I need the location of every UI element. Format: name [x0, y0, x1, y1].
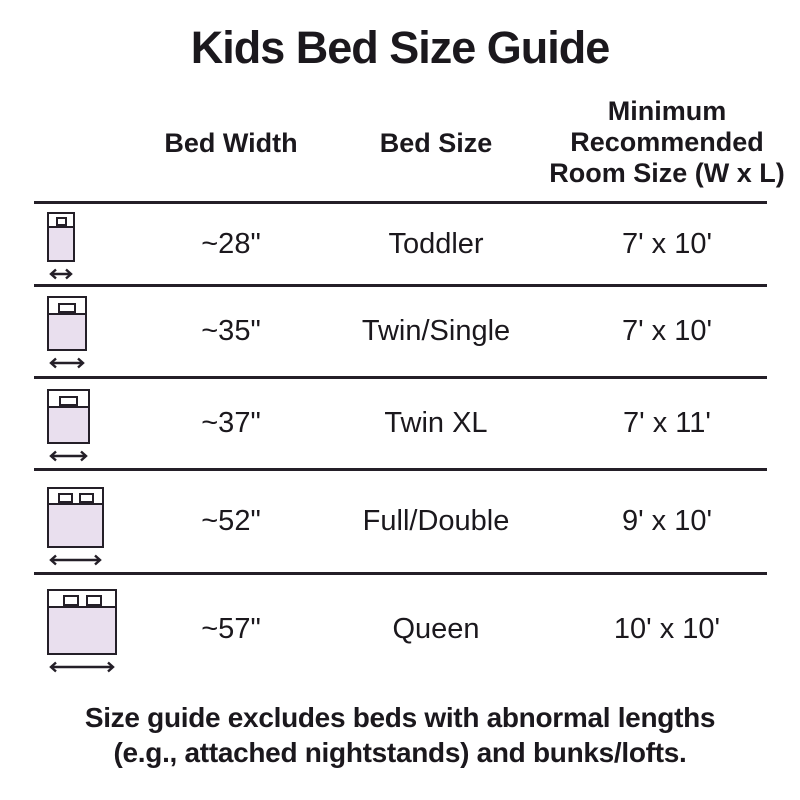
room-size-value: 10' x 10': [613, 612, 721, 645]
width-arrow-icon: [47, 356, 87, 370]
width-arrow-icon: [47, 449, 90, 463]
pillow-icon: [63, 595, 79, 606]
width-arrow-icon: [47, 660, 117, 674]
table-row: [0, 575, 800, 683]
bed-size-value: Full/Double: [362, 505, 510, 537]
table-row: [0, 379, 800, 468]
pillow-icon: [58, 493, 73, 503]
column-header-room-size-line3: Room Size (W x L): [549, 158, 785, 188]
bed-size-value: Queen: [392, 612, 480, 645]
bed-width-value: ~57": [201, 612, 261, 645]
pillow-icon: [59, 396, 78, 406]
column-header-room-size-line2: Recommended: [570, 127, 764, 157]
bed-size-value: Toddler: [388, 227, 484, 260]
pillow-icon: [58, 303, 76, 313]
bed-size-value: Twin XL: [384, 407, 488, 439]
room-size-value: 7' x 11': [623, 407, 711, 439]
twin-xl-bed-icon: [47, 389, 90, 463]
page-title: Kids Bed Size Guide: [190, 22, 610, 73]
width-arrow-icon: [47, 553, 104, 567]
bed-width-value: ~37": [201, 407, 261, 439]
twin-bed-icon: [47, 296, 87, 370]
width-arrow-icon: [47, 267, 75, 281]
column-header-room-size: [527, 96, 800, 189]
bed-size-value: Twin/Single: [361, 315, 511, 347]
column-header-room-size-line1: Minimum: [607, 96, 727, 126]
room-size-value: 7' x 10': [621, 227, 713, 260]
column-header-bed-size: Bed Size: [379, 127, 493, 158]
pillow-icon: [56, 217, 67, 226]
room-size-value: 9' x 10': [621, 505, 713, 537]
table-row: [0, 471, 800, 572]
bed-width-value: ~52": [201, 505, 261, 537]
footnote: [20, 700, 780, 770]
toddler-bed-icon: [47, 212, 75, 281]
full-bed-icon: [47, 487, 104, 567]
table-row: [0, 287, 800, 376]
footnote-line1: Size guide excludes beds with abnormal lengths: [84, 702, 716, 733]
footnote-line2: (e.g., attached nightstands) and bunks/lofts.: [113, 737, 687, 768]
bed-width-value: ~35": [201, 315, 261, 347]
pillow-icon: [79, 493, 94, 503]
queen-bed-icon: [47, 589, 117, 674]
bed-width-value: ~28": [201, 227, 261, 260]
room-size-value: 7' x 10': [621, 315, 713, 347]
column-header-bed-width: Bed Width: [164, 127, 298, 158]
table-row: [0, 204, 800, 284]
pillow-icon: [86, 595, 102, 606]
